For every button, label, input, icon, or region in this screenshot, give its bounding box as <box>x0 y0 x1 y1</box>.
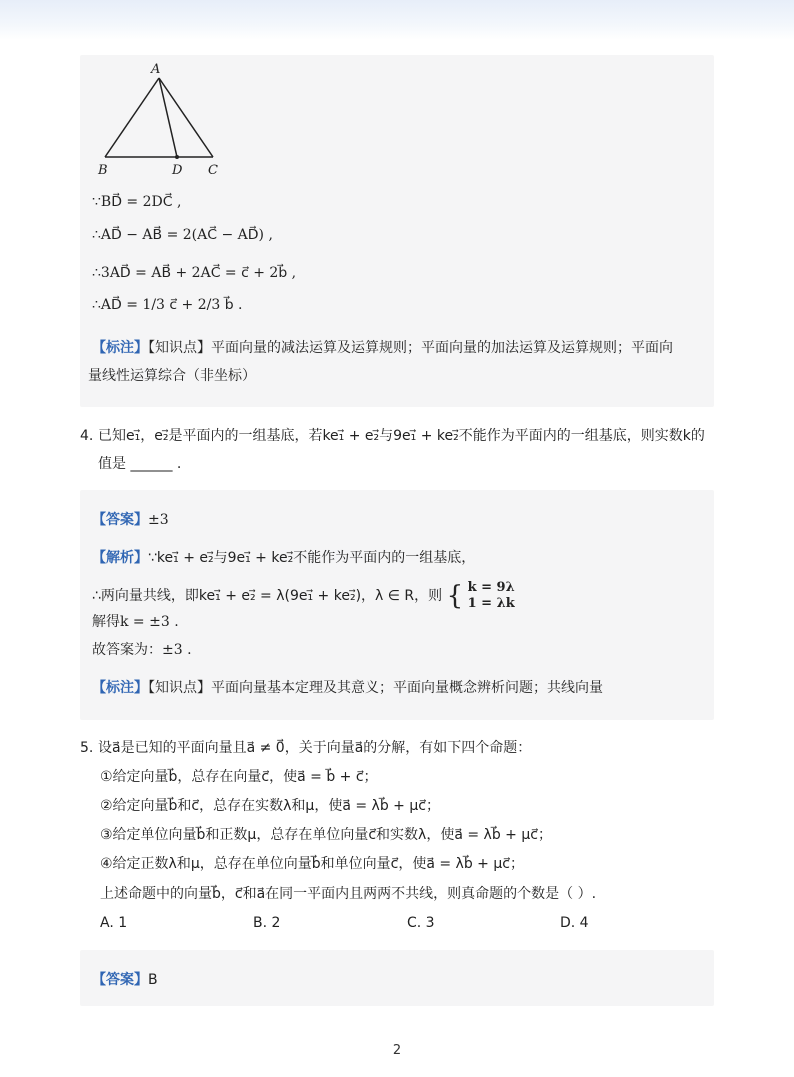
tag-label: 【标注】 <box>92 680 148 696</box>
q5-proposition-2: ②给定向量b⃗和c⃗，总存在实数λ和μ，使a⃗ = λb⃗ + μc⃗； <box>100 798 440 814</box>
system-eq-2: 1 = λk <box>467 596 515 611</box>
q4-analysis-2 <box>92 580 515 612</box>
q4-stem-line-1: 已知e₁⃗，e₂⃗是平面内的一组基底，若ke₁⃗ + e₂⃗与9e₁⃗ + ke₂⃗不能作为平面内的一组基底，则实数k的 <box>98 428 705 444</box>
header-band <box>0 0 794 40</box>
q4-tag-line <box>92 678 603 698</box>
q5-proposition-1: ①给定向量b⃗，总存在向量c⃗，使a⃗ = b⃗ + c⃗； <box>100 769 378 785</box>
q5-proposition-3: ③给定单位向量b⃗和正数μ，总存在单位向量c⃗和实数λ，使a⃗ = λb⃗ + μc⃗； <box>100 827 552 843</box>
q4-answer <box>92 510 169 530</box>
tag-text: 【知识点】平面向量基本定理及其意义；平面向量概念辨析问题；共线向量 <box>148 680 603 696</box>
answer-label: 【答案】 <box>92 972 148 988</box>
q4-analysis-4: 故答案为：±3 . <box>92 642 192 658</box>
q4-analysis-3: 解得k = ±3 . <box>92 614 179 630</box>
page-number: 2 <box>392 1043 402 1058</box>
tag-label: 【标注】 <box>92 340 148 356</box>
q3-tag-line-2: 量线性运算综合（非坐标） <box>88 368 256 384</box>
label-C: C <box>208 163 218 178</box>
q5-proposition-4: ④给定正数λ和μ，总存在单位向量b⃗和单位向量c⃗，使a⃗ = λb⃗ + μc⃗； <box>100 856 524 872</box>
q3-step-1: ∵BD⃗ = 2DC⃗ , <box>92 194 182 210</box>
brace: { <box>446 581 464 611</box>
q5-tail: 上述命题中的向量b⃗，c⃗和a⃗在同一平面内且两两不共线，则真命题的个数是（ ）. <box>100 886 597 902</box>
answer-label: 【答案】 <box>92 512 148 528</box>
q3-step-4: ∴AD⃗ = 1/3 c⃗ + 2/3 b⃗ . <box>92 297 243 313</box>
triangle-figure <box>95 60 255 185</box>
q4-stem-line-2: 值是 ______ . <box>98 456 182 472</box>
q3-step-3: ∴3AD⃗ = AB⃗ + 2AC⃗ = c⃗ + 2b⃗ , <box>92 265 297 281</box>
system-eq-1: k = 9λ <box>467 580 515 595</box>
option-a[interactable]: A. 1 <box>100 915 128 931</box>
q4-number: 4. <box>80 428 94 444</box>
q5-answer <box>92 970 158 990</box>
answer-value: B <box>148 972 158 988</box>
q3-tag-line <box>92 338 673 358</box>
answer-value: ±3 <box>148 512 169 528</box>
option-c[interactable]: C. 3 <box>407 915 435 931</box>
label-A: A <box>151 62 161 77</box>
equation-system <box>468 580 515 612</box>
label-B: B <box>98 163 108 178</box>
solution-box-q3 <box>80 55 714 407</box>
solution-box-q4 <box>80 490 714 720</box>
q5-stem: 设a⃗是已知的平面向量且a⃗ ≠ 0⃗，关于向量a⃗的分解，有如下四个命题： <box>98 740 532 756</box>
analysis-text-2: ∴两向量共线，即ke₁⃗ + e₂⃗ = λ(9e₁⃗ + ke₂⃗)，λ ∈ R，则 <box>92 588 443 604</box>
option-b[interactable]: B. 2 <box>253 915 281 931</box>
tag-text: 【知识点】平面向量的减法运算及运算规则；平面向量的加法运算及运算规则；平面向 <box>148 340 673 356</box>
q5-number: 5. <box>80 740 94 756</box>
analysis-label: 【解析】 <box>92 550 148 566</box>
solution-box-q5 <box>80 950 714 1006</box>
q4-analysis-1 <box>92 548 475 568</box>
option-d[interactable]: D. 4 <box>560 915 589 931</box>
q3-step-2: ∴AD⃗ − AB⃗ = 2(AC⃗ − AD⃗) , <box>92 227 273 243</box>
label-D: D <box>172 163 183 178</box>
analysis-text: ∵ke₁⃗ + e₂⃗与9e₁⃗ + ke₂⃗不能作为平面内的一组基底， <box>148 550 476 566</box>
